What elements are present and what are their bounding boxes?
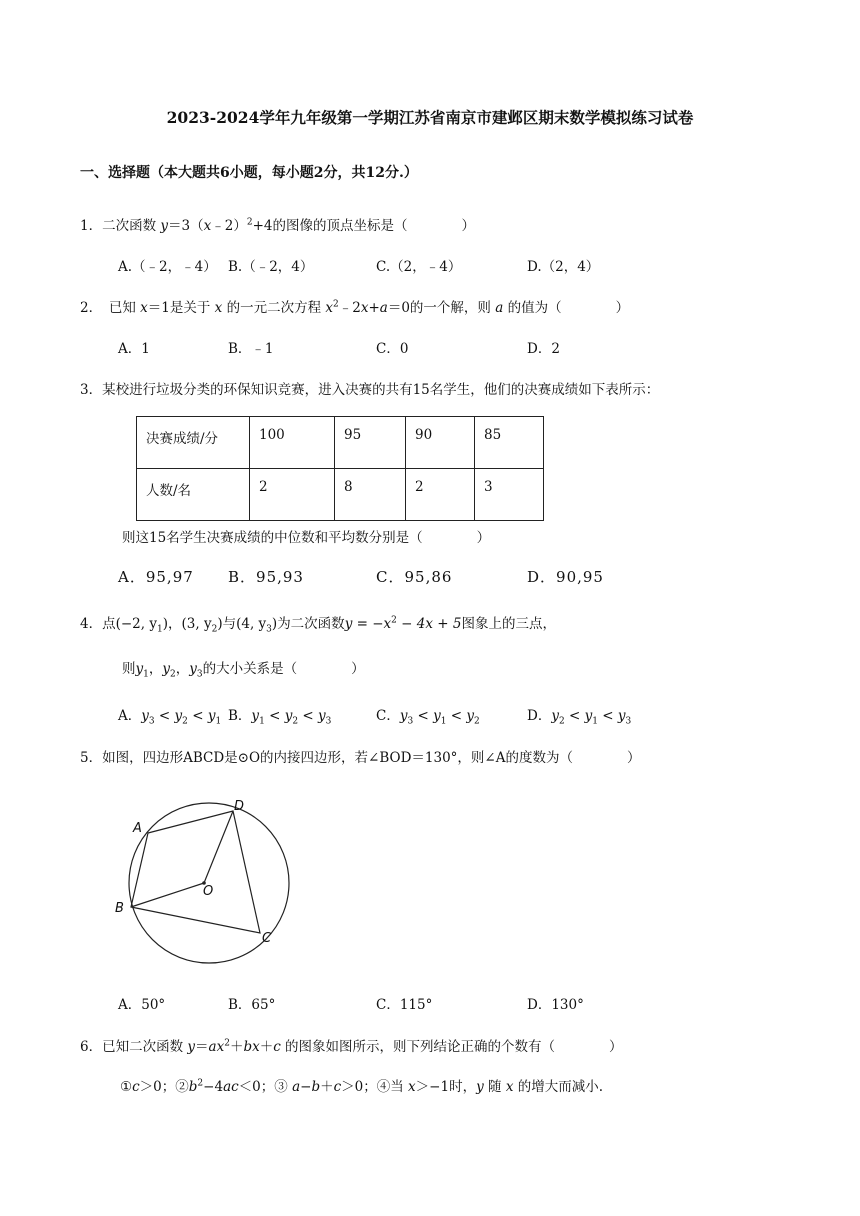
segment-od — [204, 811, 233, 883]
q4-option-b: B．$y_1 < y_2 < y_3$ — [228, 708, 332, 727]
section-heading: 一、选择题（本大题共6小题，每小题2分，共12分.） — [80, 165, 418, 181]
circle-quadrilateral-figure — [110, 795, 320, 975]
q3-option-a: A．95,97 — [118, 568, 194, 586]
q2-option-b: B．﹣1 — [228, 341, 274, 357]
q4-option-d: D．$y_2 < y_1 < y_3$ — [527, 708, 632, 727]
q3-option-b: B．95,93 — [228, 568, 304, 586]
q1-option-a: A.（﹣2，﹣4） — [118, 259, 217, 275]
table-cell: 2 — [406, 469, 475, 521]
label-d: D — [234, 799, 245, 814]
question-4-line2: 则$y_1$，$y_2$，$y_3$的大小关系是（ ） — [122, 661, 365, 680]
q5-option-a: A．50° — [118, 997, 166, 1013]
table-cell: 3 — [475, 469, 544, 521]
q5-option-c: C．115° — [376, 997, 433, 1013]
segment-bo — [131, 883, 204, 907]
q1-option-b: B.（﹣2，4） — [228, 259, 314, 275]
q4-option-c: C．$y_3 < y_1 < y_2$ — [376, 708, 480, 727]
question-5: 5．如图，四边形ABCD是⊙O的内接四边形，若∠BOD＝130°，则∠A的度数为（ ） — [80, 750, 641, 766]
q1-option-d: D.（2，4） — [527, 259, 600, 275]
question-3: 3．某校进行垃圾分类的环保知识竞赛，进入决赛的共有15名学生，他们的决赛成绩如下表所示： — [80, 382, 660, 398]
q1-option-c: C.（2，﹣4） — [376, 259, 462, 275]
label-a: A — [133, 821, 142, 836]
q2-option-c: C．0 — [376, 341, 409, 357]
label-o: O — [203, 884, 214, 899]
table-cell: 8 — [335, 469, 406, 521]
q5-option-b: B．65° — [228, 997, 276, 1013]
q3-option-c: C．95,86 — [376, 568, 453, 586]
table-row — [137, 417, 544, 469]
table-cell: 决赛成绩/分 — [137, 417, 250, 469]
question-1: 1．二次函数 y＝3（x﹣2）$^2$+4的图像的顶点坐标是（ ） — [80, 217, 475, 234]
question-6-statements: ①c＞0；$②b^2-4ac<0$；③ a−b＋c＞0；④当 x＞−1时，y 随 x 的增大而减小. — [120, 1078, 604, 1095]
table-cell: 100 — [250, 417, 335, 469]
table-row — [137, 469, 544, 521]
question-6: 6．已知二次函数 $y=ax^2+bx+c$ 的图象如图所示，则下列结论正确的个数有（ ） — [80, 1038, 623, 1055]
table-cell: 人数/名 — [137, 469, 250, 521]
q2-option-d: D．2 — [527, 341, 560, 357]
q5-option-d: D．130° — [527, 997, 584, 1013]
q3-followup: 则这15名学生决赛成绩的中位数和平均数分别是（ ） — [122, 530, 491, 546]
table-cell: 90 — [406, 417, 475, 469]
label-c: C — [262, 931, 272, 946]
table-cell: 2 — [250, 469, 335, 521]
question-4: 4．点(−2, $y_1$)，(3, $y_2$)与(4, $y_3$)为二次函数$y = -x^2 - 4x + 5$图象上的三点， — [80, 615, 556, 635]
question-2: 2． 已知 x＝1是关于 x 的一元二次方程 $x^2﹣2x+a=0$的一个解，则 a 的值为（ ） — [80, 299, 630, 316]
label-b: B — [115, 901, 124, 916]
table-cell: 95 — [335, 417, 406, 469]
page-title: 2023-2024学年九年级第一学期江苏省南京市建邺区期末数学模拟练习试卷 — [166, 108, 694, 127]
q4-option-a: A．$y_3 < y_2 < y_1$ — [118, 708, 222, 727]
score-table — [136, 416, 544, 521]
q2-option-a: A．1 — [118, 341, 150, 357]
table-cell: 85 — [475, 417, 544, 469]
q3-option-d: D．90,95 — [527, 568, 604, 586]
